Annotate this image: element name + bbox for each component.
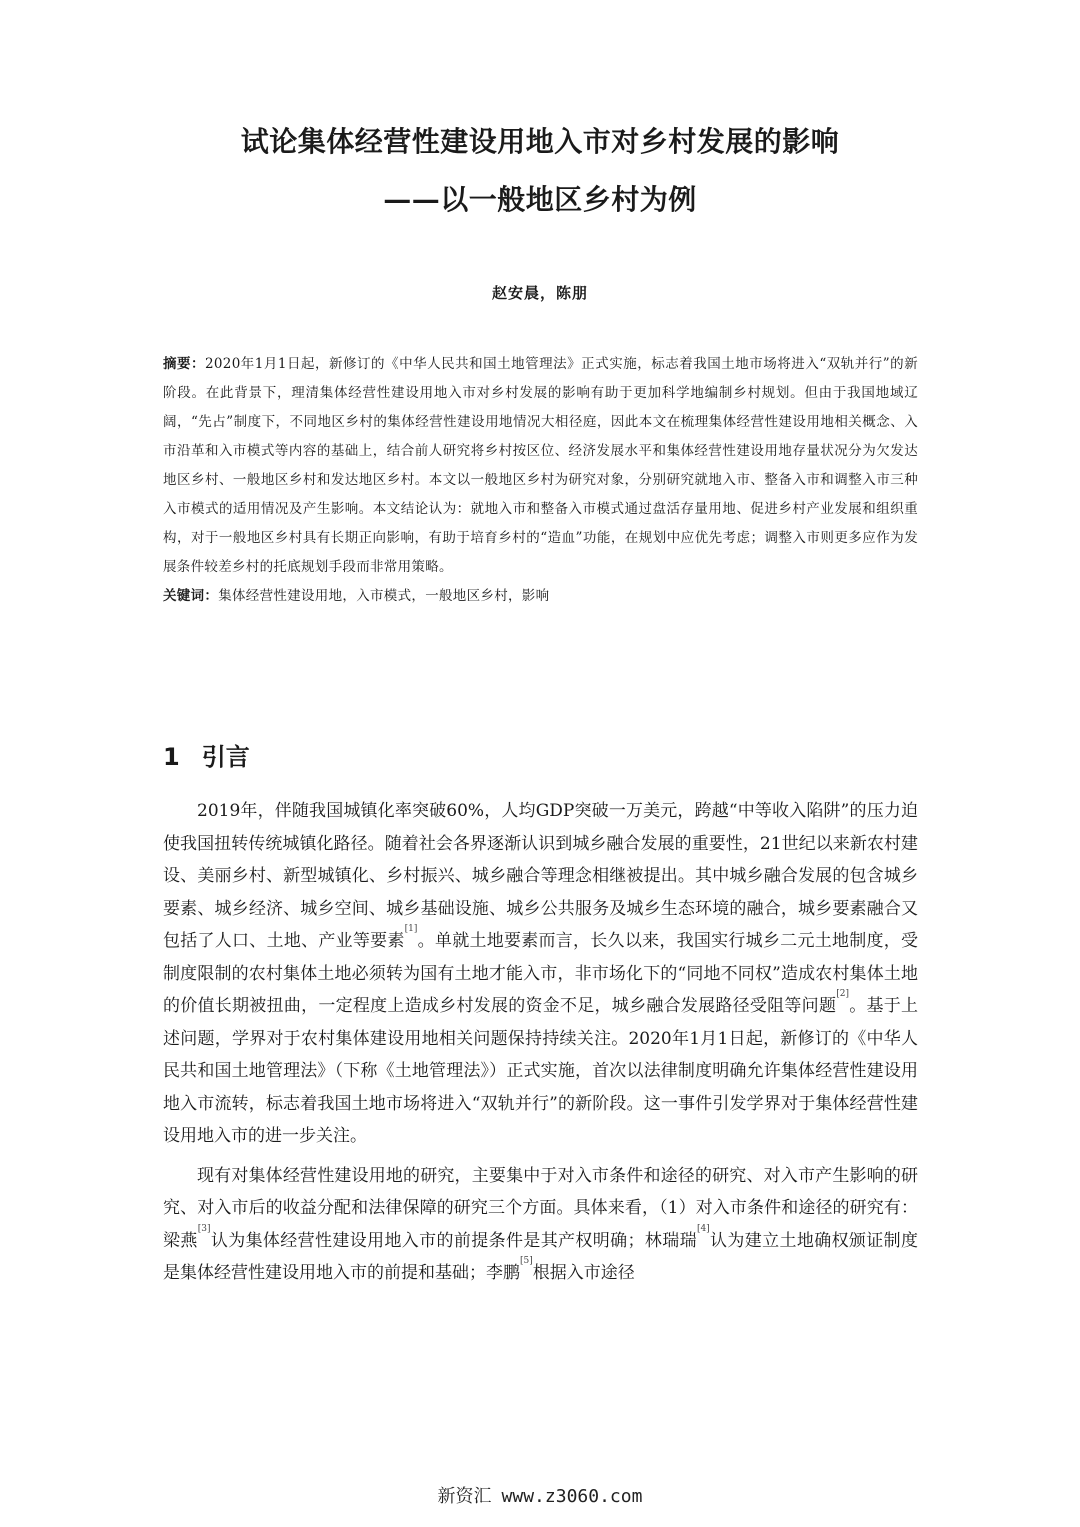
body-paragraph-1 <box>163 795 918 1153</box>
section-title: 引言 <box>201 743 250 771</box>
body-text-run: 根据入市途径 <box>532 1263 635 1283</box>
abstract-text: 2020年1月1日起，新修订的《中华人民共和国土地管理法》正式实施，标志着我国土地市场将进入“双轨并行”的新阶段。在此背景下，理清集体经营性建设用地入市对乡村发展的影响有助于更加科学地编制乡村规划。但由于我国地域辽阔，“先占”制度下，不同地区乡村的集体经营性建设用地情况大相径庭，因此本文在梳理集体经营性建设用地相关概念、入市沿革和入市模式等内容的基础上，结合前人研究将乡村按区位、经济发展水平和集体经营性建设用地存量状况分为欠发达地区乡村、一般地区乡村和发达地区乡村。本文以一般地区乡村为研究对象，分别研究就地入市、整备入市和调整入市三种入市模式的适用情况及产生影响。本文结论认为：就地入市和整备入市模式通过盘活存量用地、促进乡村产业发展和组织重构，对于一般地区乡村具有长期正向影响，有助于培育乡村的“造血”功能，在规划中应优先考虑；调整入市则更多应作为发展条件较差乡村的托底规划手段而非常用策略。 <box>163 356 918 575</box>
body-text-run: 。单就土地要素而言，长久以来，我国实行城乡二元土地制度，受制度限制的农村集体土地必须转为国有土地才能入市，非市场化下的“同地不同权”造成农村集体土地的价值长期被扭曲，一定程度上造成乡村发展的资金不足，城乡融合发展路径受阻等问题 <box>163 931 919 1016</box>
paper-title: 试论集体经营性建设用地入市对乡村发展的影响 <box>240 125 840 158</box>
body-text-run: 。基于上述问题，学界对于农村集体建设用地相关问题保持持续关注。2020年1月1日起，新修订的《中华人民共和国土地管理法》（下称《土地管理法》）正式实施，首次以法律制度明确允许集体经营性建设用地入市流转，标志着我国土地市场将进入“双轨并行”的新阶段。这一事件引发学界对于集体经营性建设用地入市的进一步关注。 <box>163 996 918 1146</box>
footer-url[interactable]: www.z3060.com <box>501 1486 643 1507</box>
footer-site-name: 新资汇 <box>437 1486 492 1507</box>
body-text <box>163 795 918 1297</box>
citation-5[interactable]: [5] <box>520 1256 533 1266</box>
paper-subtitle: ——以一般地区乡村为例 <box>383 183 697 216</box>
footer-watermark <box>0 1482 1080 1508</box>
citation-2[interactable]: [2] <box>836 989 849 999</box>
abstract <box>163 350 918 611</box>
body-paragraph-2 <box>163 1160 918 1290</box>
body-text-run: 现有对集体经营性建设用地的研究，主要集中于对入市条件和途径的研究、对入市产生影响的研究、对入市后的收益分配和法律保障的研究三个方面。具体来看，（1）对入市条件和途径的研究有：梁燕 <box>163 1165 918 1251</box>
abstract-label: 摘要： <box>163 356 206 372</box>
title-block <box>0 125 1080 216</box>
keywords-label: 关键词： <box>163 588 219 604</box>
keywords-text: 集体经营性建设用地，入市模式，一般地区乡村，影响 <box>218 588 550 604</box>
citation-3[interactable]: [3] <box>197 1223 211 1234</box>
keywords-paragraph <box>163 582 918 611</box>
section-number: 1 <box>163 743 180 771</box>
body-text-run: 2019年，伴随我国城镇化率突破60%，人均GDP突破一万美元，跨越“中等收入陷阱”的压力迫使我国扭转传统城镇化路径。随着社会各界逐渐认识到城乡融合发展的重要性，21世纪以来新农村建设、美丽乡村、新型城镇化、乡村振兴、城乡融合等理念相继被提出。其中城乡融合发展的包含城乡要素、城乡经济、城乡空间、城乡基础设施、城乡公共服务及城乡生态环境的融合，城乡要素融合又包括了人口、土地、产业等要素 <box>163 801 918 951</box>
abstract-paragraph <box>163 350 918 582</box>
authors: 赵安晨，陈朋 <box>491 284 588 302</box>
citation-4[interactable]: [4] <box>696 1223 710 1234</box>
section-heading <box>163 741 918 773</box>
body-text-run: 认为建立土地确权颁证制度是集体经营性建设用地入市的前提和基础；李鹏 <box>163 1230 919 1283</box>
body-text-run: 认为集体经营性建设用地入市的前提条件是其产权明确；林瑞瑞 <box>210 1230 697 1251</box>
citation-1[interactable]: [1] <box>404 924 418 934</box>
